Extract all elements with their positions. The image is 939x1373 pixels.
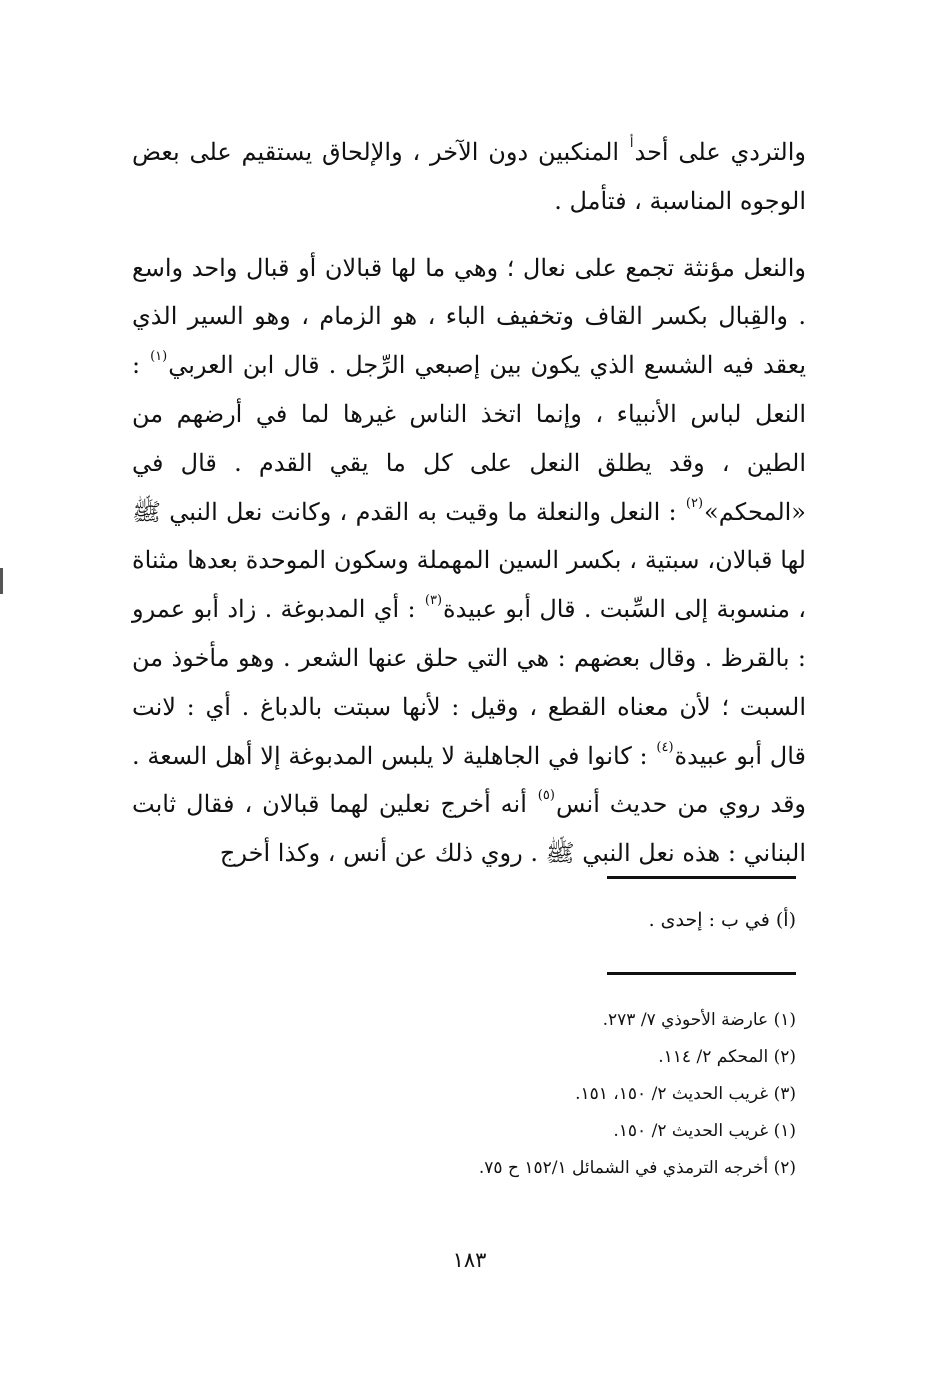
page-number: ١٨٣ (452, 1248, 487, 1272)
text-run: : النعل لباس الأنبياء ، وإنما اتخذ الناس غيرها لما في أرضهم من الطين ، وقد يطلق النعل على كل ما يقي القدم . قال في «المحكم» (132, 351, 807, 526)
footnote-divider (607, 972, 796, 975)
scan-edge-mark (0, 568, 3, 594)
text-run: والنعل مؤنثة تجمع على نعال ؛ وهي ما لها قبالان أو قبال واحد واسع . والقِبال بكسر القاف وتخفيف الباء ، هو الزمام ، وهو السير الذي يعقد فيه الشسع الذي يكون بين إصبعي الرِّجل . قال ابن العربي (132, 253, 806, 380)
footnote-marker: (٤) (656, 739, 674, 755)
text-run: والتردي على أحد (634, 138, 806, 166)
footnote-marker: (٥) (537, 788, 555, 804)
text-run: : كانوا في الجاهلية لا يلبس المدبوغة إلا أهل السعة . وقد روي من حديث أنس (132, 741, 806, 819)
text-run: أنه أخرج نعلين لهما قبالان ، فقال ثابت البناني : هذه نعل النبي ﷺ . روي ذلك عن أنس ، وكذا أخرج (132, 790, 806, 868)
footnote-marker: (١) (150, 349, 168, 365)
paragraph-1 (132, 128, 806, 226)
footnote: (٢) أخرجه الترمذي في الشمائل ١٥٢/١ ح ٧٥. (478, 1158, 796, 1178)
text-run: : أي المدبوغة . زاد أبو عمرو : بالقرظ . وقال بعضهم : هي التي حلق عنها الشعر . وهو مأخوذ من السبت ؛ لأن معناه القطع ، وقيل : لأنها سبتت بالدباغ . أي : لانت قال أبو عبيدة (132, 595, 807, 770)
footnotes-list (479, 1002, 796, 1187)
footnote: (٢) المحكم ٢/ ١١٤. (658, 1047, 796, 1067)
text-run: المنكبين دون الآخر ، والإلحاق يستقيم على بعض الوجوه المناسبة ، فتأمل . (132, 138, 806, 215)
footnote: (١) عارضة الأحوذي ٧/ ٢٧٣. (602, 1010, 796, 1030)
footnote: (٣) غريب الحديث ٢/ ١٥٠، ١٥١. (575, 1084, 796, 1104)
footnote: (١) غريب الحديث ٢/ ١٥٠. (613, 1121, 796, 1141)
variant-marker: أ (629, 136, 634, 151)
footnote-marker: (٣) (424, 593, 443, 609)
paragraph-2 (132, 244, 806, 878)
footnote-marker: (٢) (685, 495, 704, 511)
main-text (132, 128, 806, 878)
footnote-divider (607, 876, 796, 879)
text-run: : النعل والنعلة ما وقيت به القدم ، وكانت نعل النبي ﷺ لها قبالان، سبتية ، بكسر السين المهملة وسكون الموحدة بعدها مثناة ، منسوبة إلى السِّبت . قال أبو عبيدة (132, 497, 806, 624)
variant-note: (أ) في ب : إحدى . (648, 909, 796, 931)
